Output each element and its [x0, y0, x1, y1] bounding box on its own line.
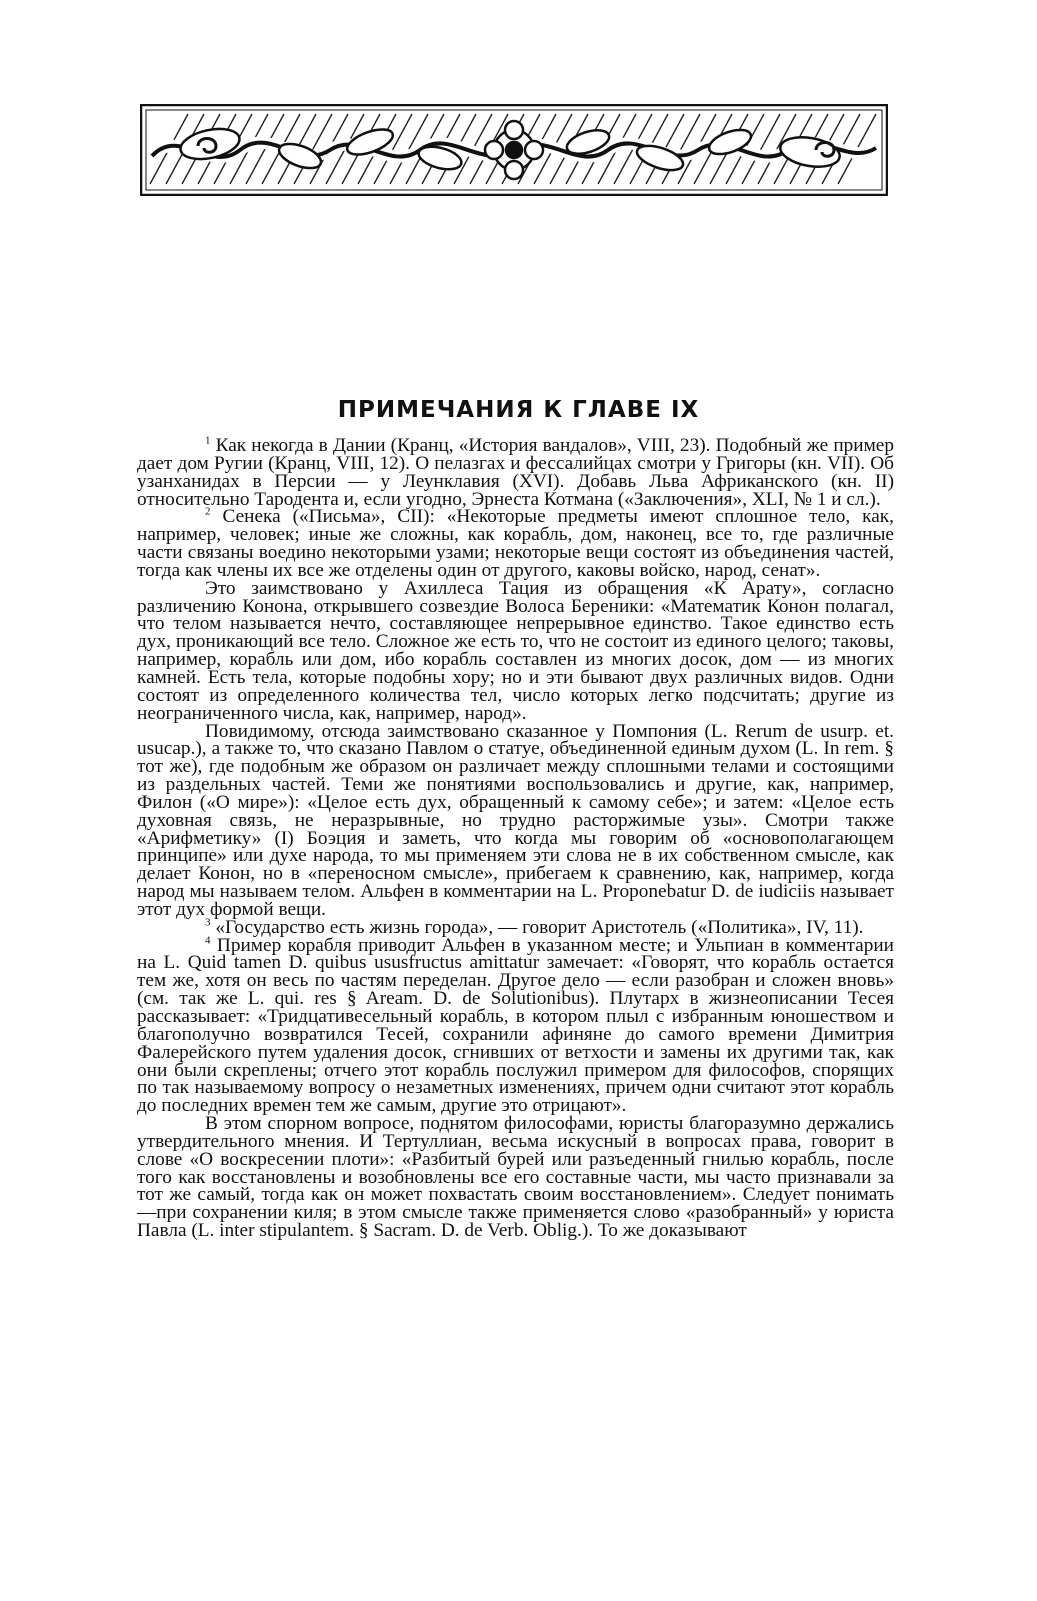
note-paragraph: [137, 1115, 894, 1240]
note-paragraph: [137, 434, 894, 510]
note-text: «Государство есть жизнь города», — говорит Аристотель («Политика», IV, 11).: [215, 916, 864, 938]
footnote-marker: 3: [205, 916, 211, 929]
note-text: Пример корабля приводит Альфен в указанном месте; и Ульпиан в комментарии на L. Quid tamen D. quibus ususfructus amittatur замечает: «Говорят, что корабль остается тем же, хотя он весь по частям переделан. Другое дело — если разобран и сложен вновь» (см. так же L. qui. res § Aream. D. de Solutionibus). Плутарх в жизнеописании Тесея рассказывает: «Тридцативесельный корабль, в котором плыл с избранным юношеством и благополучно возвратился Тесей, сохранили афиняне до самого времени Димитрия Фалерейского путем удаления досок, сгнивших от ветхости и замены их другими так, как они были скреплены; отчего этот корабль послужил примером для философов, спорящих по так называемому вопросу о незаметных изменениях, причем одни считают этот корабль до последних времен тем же самым, другие это отрицают».: [137, 934, 895, 1117]
note-text: Как некогда в Дании (Кранц, «История вандалов», VIII, 23). Подобный же пример дает дом Ругии (Кранц, VIII, 12). О пелазгах и фессалийцах смотри у Григоры (кн. VII). Об узанханидах в Персии — у Леунклавия (XVI). Добавь Льва Африканского (кн. II) относительно Тародента и, если угодно, Эрнеста Котмана («Заключения», XLI, № 1 и сл.).: [137, 435, 894, 510]
note-paragraph: [137, 505, 894, 581]
footnote-marker: 1: [205, 434, 211, 447]
note-text: Сенека («Письма», CII): «Некоторые предметы имеют сплошное тело, как, например, человек; иные же сложны, как корабль, дом, наконец, все то, где различные части связаны воедино некоторыми узами; некоторые вещи состоят из объединения частей, тогда как члены их все же отделены один от другого, каковы войско, народ, сенат».: [137, 506, 894, 581]
note-text: Повидимому, отсюда заимствовано сказанное у Помпония (L. Rerum de usurp. et. usucap.), а также то, что сказано Павлом о статуе, объединенной единым духом (L. In rem. § тот же), где подобным же образом он различает между сплошными телами и состоящими из раздельных частей. Теми же понятиями воспользовались и другие, как, например, Филон («О мире»): «Целое есть дух, обращенный к самому себе»; и затем: «Целое есть духовная связь, не неразрывные, но трудно расторжимые узы». Смотри также «Арифметику» (I) Боэция и заметь, что когда мы говорим об «основополагающем принципе» или духе народа, то мы применяем эти слова не в их собственном смысле, как делает Конон, но в «переносном смысле», прибегаем к сравнению, как, например, когда народ мы называем телом. Альфен в комментарии на L. Proponebatur D. de iudiciis называет этот дух формой вещи.: [137, 720, 894, 920]
notes-body: [137, 434, 895, 1242]
note-paragraph: [137, 934, 895, 1117]
note-paragraph: [137, 577, 894, 724]
note-paragraph: [137, 720, 894, 920]
footnote-marker: 4: [205, 934, 211, 947]
footnote-marker: 2: [205, 505, 211, 518]
note-text: Это заимствовано у Ахиллеса Тация из обращения «К Арату», согласно различению Конона, открывшего созвездие Волоса Береники: «Математик Конон полагал, что телом называется нечто, составляющее непрерывное единство. Такое единство есть дух, проникающий все тело. Сложное же есть то, что не состоит из единого целого; таковы, например, корабль или дом, ибо корабль составлен из многих досок, дом — из многих камней. Есть тела, которые подобны хору; но и эти бывают двух различных видов. Одни состоят из определенного количества тел, число которых легко подсчитать; другие из неограниченного числа, как, например, народ».: [137, 577, 894, 724]
page-title: ПРИМЕЧАНИЯ К ГЛАВЕ IX: [337, 397, 700, 423]
note-text: В этом спорном вопросе, поднятом философами, юристы благоразумно держались утвердительного мнения. И Тертуллиан, весьма искусный в вопросах права, говорит в слове «О воскресении плоти»: «Разбитый бурей или разъеденный гнилью корабль, после того как восстановлены и возобновлены все его составные части, мы часто признавали за тот же самый, тогда как он может похвастать своим восстановлением». Следует понимать—при сохранении киля; в этом смысле также применяется слово «разобранный» у юриста Павла (L. inter stipulantem. § Sacram. D. de Verb. Oblig.). То же доказывают: [137, 1113, 894, 1242]
ornament-headpiece: [140, 104, 888, 196]
